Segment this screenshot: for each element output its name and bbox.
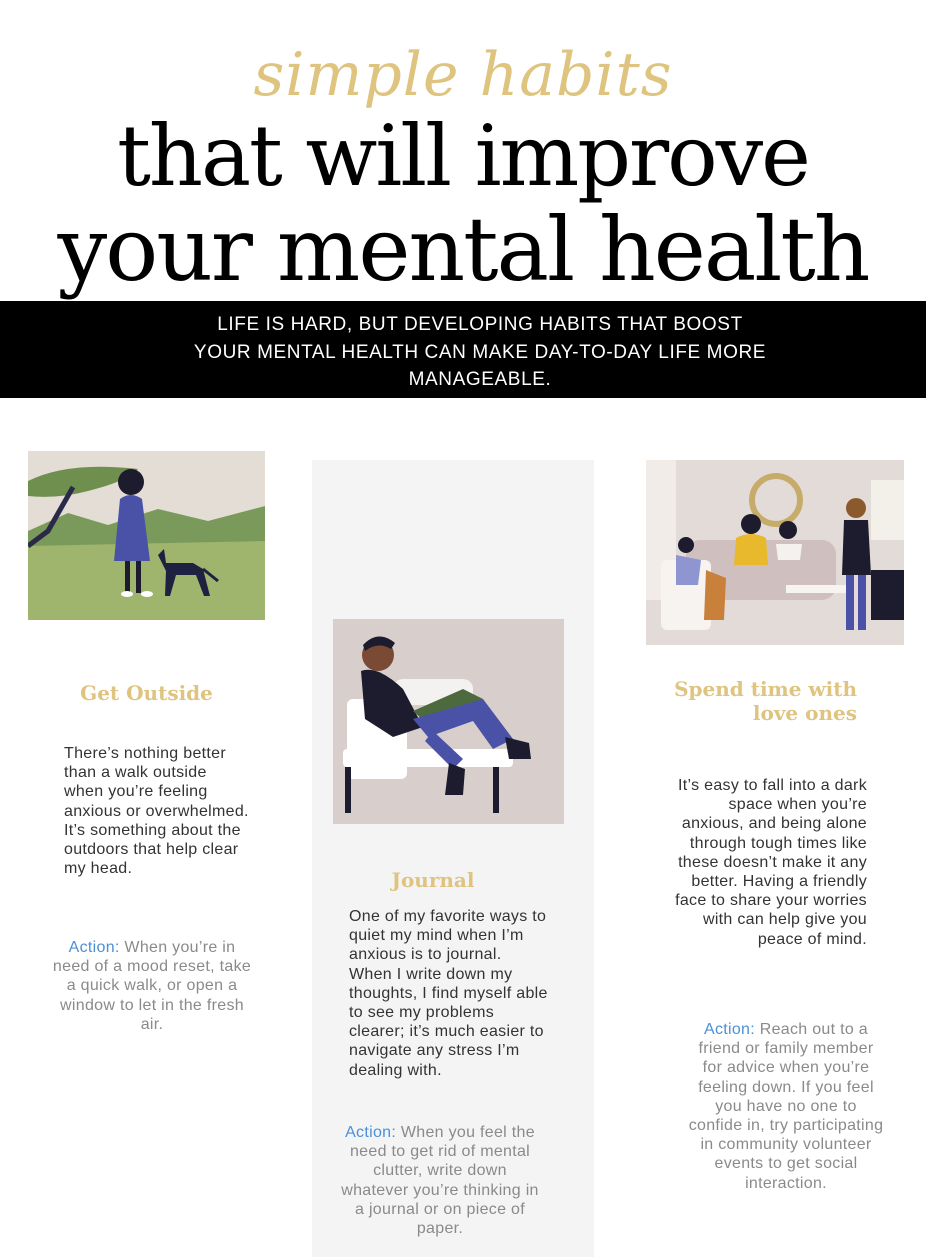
action-text: Reach out to a friend or family member for advice when you’re feeling down. If you feel you have no one to confide in, try participating in community volunteer events to get social interaction.	[688, 1021, 884, 1192]
action-label: Action:	[68, 939, 120, 956]
action-label: Action:	[703, 1021, 755, 1038]
headline-line-2: your mental health	[57, 198, 869, 301]
habit-action-spend-time	[688, 1020, 884, 1193]
habit-body-get-outside: There’s nothing better than a walk outside when you’re feeling anxious or overwhelmed. It’s something about the outdoors that help clear my head.	[64, 745, 249, 878]
header-kicker: simple habits	[253, 40, 673, 110]
action-label: Action:	[345, 1124, 397, 1141]
habit-title-spend-time: Spend time with love ones	[674, 677, 857, 725]
habit-body-spend-time: It’s easy to fall into a dark space when you’re anxious, and being alone through tough times like these doesn’t make it any better. Having a friendly face to share your worries with can help give you peace of mind.	[675, 777, 867, 948]
habit-action-journal	[340, 1123, 540, 1238]
headline-line-1: that will improve	[117, 107, 809, 205]
habit-title-get-outside: Get Outside	[80, 681, 213, 705]
habit-title-journal: Journal	[391, 868, 475, 892]
action-text: When you’re in need of a mood reset, take a quick walk, or open a window to let in the fresh air.	[52, 939, 252, 1033]
walk-dog-illustration	[28, 451, 265, 620]
journaling-person-illustration	[333, 619, 564, 824]
habit-action-get-outside	[52, 938, 252, 1034]
intro-banner-text: LIFE IS HARD, BUT DEVELOPING HABITS THAT BOOST YOUR MENTAL HEALTH CAN MAKE DAY-TO-DAY LIFE MORE MANAGEABLE.	[193, 314, 767, 390]
friends-gathering-illustration	[646, 460, 904, 645]
habit-body-journal: One of my favorite ways to quiet my mind when I’m anxious is to journal. When I write down my thoughts, I find myself able to see my problems clearer; it’s much easier to navigate any stress I’m dealing with.	[349, 908, 548, 1079]
intro-banner	[0, 301, 926, 398]
action-text: When you feel the need to get rid of mental clutter, write down whatever you’re thinking in a journal or on piece of paper.	[341, 1124, 539, 1238]
